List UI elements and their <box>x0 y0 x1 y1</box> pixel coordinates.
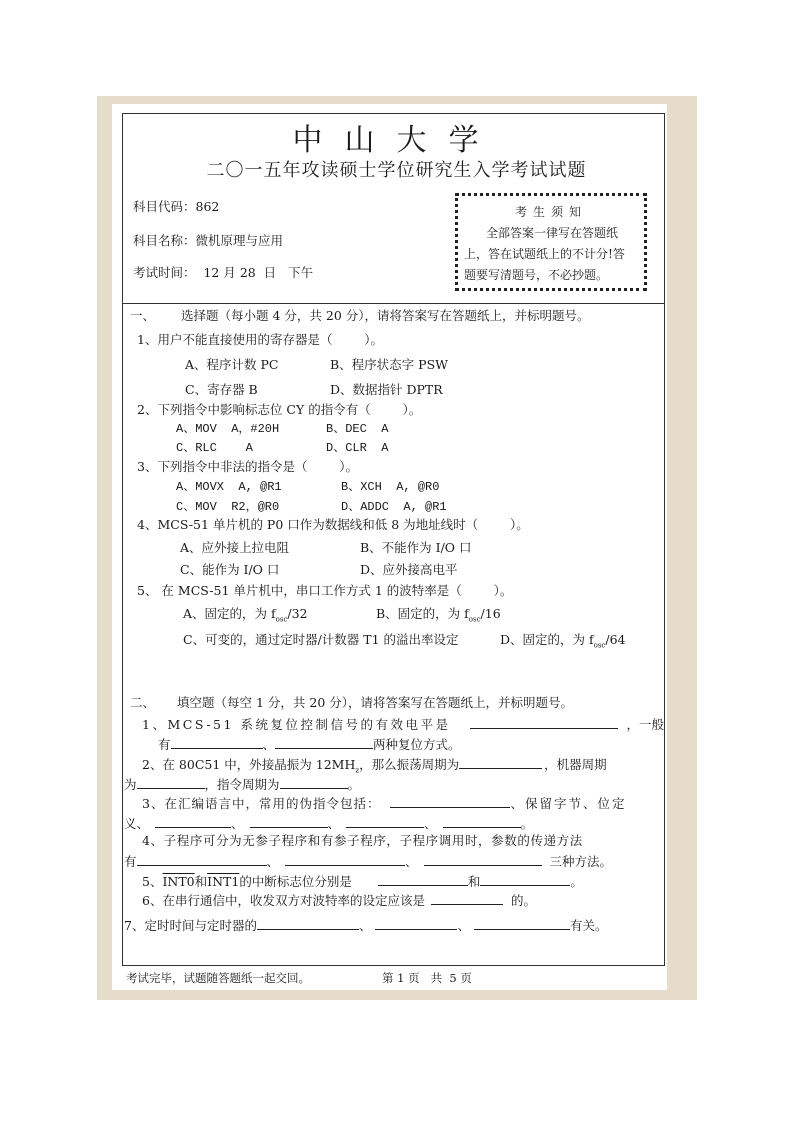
option-1a: A、程序计数 PC <box>185 357 279 372</box>
text: /32 <box>287 606 308 621</box>
option-5a <box>183 606 308 628</box>
blank <box>346 815 424 828</box>
option-1b: B、程序状态字 PSW <box>330 357 448 372</box>
text: ，机器周期 <box>544 757 607 772</box>
option-1c: C、寄存器 B <box>185 382 258 397</box>
text: 和 <box>467 874 481 889</box>
blank <box>375 917 457 930</box>
value: 12 月 28 日 下午 <box>203 265 314 280</box>
question-4: 4、MCS-51 单片机的 P0 口作为数据线和低 8 为地址线时（ ）。 <box>137 517 529 532</box>
text: 、 <box>358 918 372 933</box>
text: 和 <box>194 874 208 889</box>
text: 两种复位方式。 <box>373 737 461 752</box>
fill-4: 4、子程序可分为无参子程序和有参子程序，子程序调用时，参数的传递方法 <box>142 833 583 848</box>
subject-code <box>133 199 219 215</box>
header-divider <box>122 303 665 304</box>
fill-7 <box>124 917 608 934</box>
question-5: 5、 在 MCS-51 单片机中，串口工作方式 1 的波特率是（ ）。 <box>137 583 513 598</box>
subscript: osc <box>275 615 288 624</box>
fill-2-cont <box>124 776 360 793</box>
option-4c: C、能作为 I/O 口 <box>180 562 280 577</box>
blank <box>480 873 570 886</box>
text: ，指令周期为 <box>204 777 280 792</box>
value: 微机原理与应用 <box>195 233 284 248</box>
option-4d: D、应外接高电平 <box>360 562 458 577</box>
section-title: 选择题（每小题 4 分，共 20 分），请将答案写在答题纸上，并标明题号。 <box>181 308 590 323</box>
notice-line: 题要写清题号，不必抄题。 <box>464 268 609 282</box>
question-3: 3、下列指令中非法的指令是（ ）。 <box>137 459 358 474</box>
text: 6、在串行通信中，收发双方对波特率的设定应该是 <box>142 893 425 908</box>
text: B、固定的，为 f <box>376 606 469 621</box>
question-2: 2、下列指令中影响标志位 CY 的指令有（ ）。 <box>137 402 422 417</box>
text: 的。 <box>510 893 536 908</box>
option-2c: C、RLC A <box>176 441 253 455</box>
blank <box>390 795 510 808</box>
text: /16 <box>480 606 501 621</box>
text: 。 <box>520 816 534 831</box>
option-2b: B、DEC A <box>326 422 389 436</box>
text: 3、在汇编语言中，常用的伪指令包括： <box>142 796 381 811</box>
section1-heading <box>130 308 590 324</box>
fill-3 <box>142 795 626 812</box>
text: 、 <box>405 854 418 869</box>
option-3a: A、MOVX A, @R1 <box>176 480 282 494</box>
text: 有 <box>124 854 137 869</box>
blank <box>250 815 328 828</box>
blank <box>137 776 205 789</box>
text: 为 <box>124 777 137 792</box>
option-3c: C、MOV R2，@R0 <box>176 500 280 514</box>
text: 7、定时时间与定时器的 <box>124 918 257 933</box>
option-2d: D、CLR A <box>326 441 389 455</box>
fill-5 <box>142 873 583 890</box>
notice-line: 上，答在试题纸上的不计分!答 <box>464 247 625 261</box>
text: 、 <box>262 737 276 752</box>
blank <box>171 736 263 749</box>
question-1: 1、用户不能直接使用的寄存器是（ ）。 <box>137 332 383 347</box>
text: 。 <box>347 777 361 792</box>
blank <box>424 853 542 866</box>
blank <box>137 853 267 866</box>
int1-signal: INT1 <box>207 874 240 889</box>
text: ，那么振荡周期为 <box>359 757 460 772</box>
text: 有 <box>158 737 171 752</box>
option-3d: D、ADDC A, @R1 <box>341 500 447 514</box>
text: D、固定的，为 f <box>500 632 594 647</box>
option-5c: C、可变的，通过定时器/计数器 T1 的溢出率设定 <box>183 632 459 647</box>
blank <box>285 853 405 866</box>
blank <box>443 815 521 828</box>
text: 、 <box>231 816 244 831</box>
text: 5、 <box>142 874 163 889</box>
exam-title: 二〇一五年攻读硕士学位研究生入学考试试题 <box>206 160 587 181</box>
exam-time <box>133 265 313 281</box>
section-title: 填空题（每空 1 分，共 20 分），请将答案写在答题纸上，并标明题号。 <box>177 695 574 710</box>
blank <box>470 716 618 729</box>
text: 、 <box>266 854 280 869</box>
blank <box>155 815 231 828</box>
notice-line: 全部答案一律写在答题纸 <box>486 226 619 240</box>
text: 三种方法。 <box>549 854 613 869</box>
fill-1 <box>142 716 664 733</box>
blank <box>431 892 503 905</box>
notice-heading: 考生须知 <box>514 205 587 219</box>
blank <box>275 736 373 749</box>
subscript: z <box>355 766 360 775</box>
notice-box <box>455 193 647 291</box>
page-number: 第 1 页 共 5 页 <box>382 971 472 985</box>
text: 义、 <box>124 816 150 831</box>
footer-divider <box>122 965 665 966</box>
text: 、保留字节、位定 <box>510 796 627 811</box>
text: 的中断标志位分别是 <box>239 874 352 889</box>
section-number: 一、 <box>130 308 156 323</box>
option-4b: B、不能作为 I/O 口 <box>360 540 472 555</box>
subscript: osc <box>593 641 606 650</box>
option-3b: B、XCH A, @R0 <box>341 480 440 494</box>
fill-4-cont <box>124 853 612 870</box>
value: 862 <box>195 199 220 214</box>
text: A、固定的，为 f <box>183 606 276 621</box>
section-number: 二、 <box>130 695 156 710</box>
text: 有关。 <box>570 918 608 933</box>
text: /64 <box>605 632 626 647</box>
text: 2、在 80C51 中，外接晶振为 12MH <box>142 757 356 772</box>
footer-instruction: 考试完毕，试题随答题纸一起交回。 <box>126 971 310 985</box>
option-1d: D、数据指针 DPTR <box>330 382 443 397</box>
blank <box>280 776 348 789</box>
text: 、 <box>424 816 437 831</box>
option-5b <box>376 606 501 628</box>
fill-6 <box>142 892 536 909</box>
subject-name <box>133 233 283 249</box>
text: 。 <box>570 874 583 889</box>
option-4a: A、应外接上拉电阻 <box>180 540 290 555</box>
blank <box>474 917 570 930</box>
option-5d <box>500 632 625 654</box>
int0-signal: INT0 <box>162 874 195 889</box>
text: 、 <box>457 918 470 933</box>
text: 1、MCS-51 系统复位控制信号的有效电平是 <box>142 717 451 732</box>
option-2a: A、MOV A，#20H <box>176 422 280 436</box>
label: 考试时间： <box>133 265 196 280</box>
blank <box>459 756 542 769</box>
university-name: 中山大学 <box>292 123 501 158</box>
section2-heading <box>130 695 573 711</box>
subscript: osc <box>468 615 481 624</box>
text: 、 <box>327 816 341 831</box>
blank <box>378 873 468 886</box>
fill-1-cont <box>158 736 461 753</box>
label: 科目名称： <box>133 233 196 248</box>
blank <box>257 917 359 930</box>
text: ，一般 <box>626 717 664 732</box>
label: 科目代码： <box>133 199 196 214</box>
fill-3-cont <box>124 815 533 832</box>
